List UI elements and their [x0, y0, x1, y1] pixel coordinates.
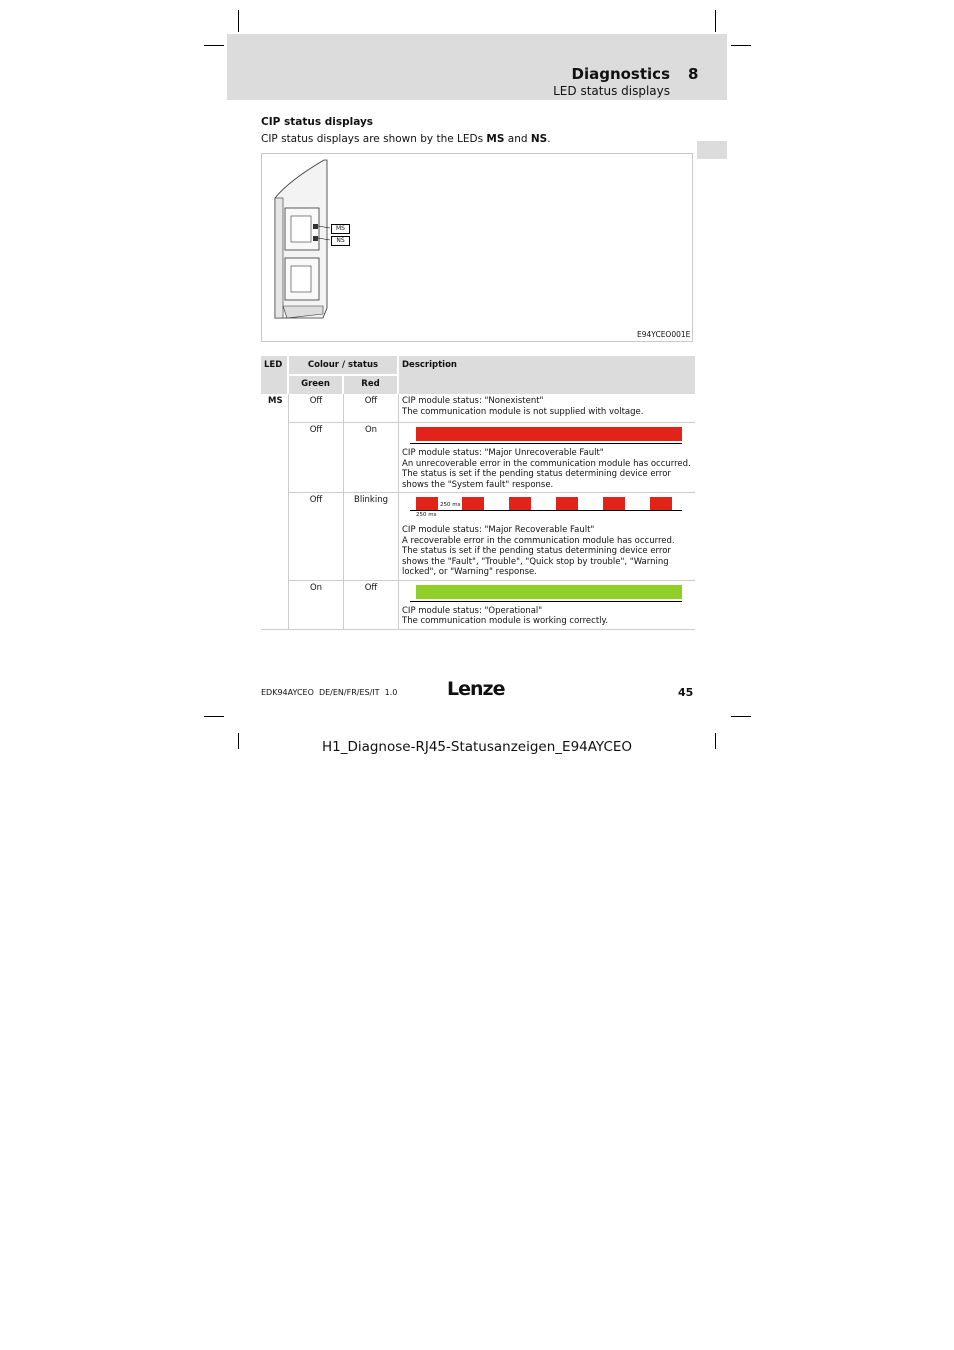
chapter-subtitle: LED status displays	[553, 84, 670, 98]
bottom-caption: H1_Diagnose-RJ45-Statusanzeigen_E94AYCEO	[321, 739, 633, 755]
green-solid-indicator	[410, 584, 682, 602]
crop-mark	[731, 45, 751, 46]
blink-pulse	[416, 497, 438, 510]
device-figure	[261, 153, 693, 342]
figure-label-ms: MS	[331, 224, 350, 234]
row1-red: Off	[344, 394, 399, 423]
crop-mark	[204, 716, 224, 717]
row2-status: CIP module status: "Major Unrecoverable Fault"	[402, 448, 604, 458]
chapter-number: 8	[688, 65, 699, 83]
row4-status: CIP module status: "Operational"	[402, 605, 543, 616]
row3-status: CIP module status: "Major Recoverable Fault"	[402, 525, 595, 535]
chapter-title: Diagnostics	[571, 65, 670, 83]
header-led: LED	[261, 356, 289, 394]
intro-ns: NS	[530, 133, 548, 145]
row4-text: The communication module is working correctly.	[402, 616, 609, 626]
row4-description	[399, 581, 695, 630]
blink-pulse	[603, 497, 625, 510]
crop-mark	[204, 45, 224, 46]
red-blink-indicator	[410, 496, 682, 519]
header-colour-status: Colour / status	[289, 356, 399, 376]
led-status-table	[261, 356, 695, 630]
row1-green: Off	[289, 394, 344, 423]
row3-red: Blinking	[344, 493, 399, 581]
row3-green: Off	[289, 493, 344, 581]
crop-mark	[715, 10, 716, 32]
figure-code: E94YCEO001E	[637, 330, 691, 339]
chapter-side-tab	[697, 141, 727, 159]
header-green: Green	[289, 376, 344, 394]
footer-doc-id: EDK94AYCEO DE/EN/FR/ES/IT 1.0	[261, 688, 398, 697]
blink-off-label: 250 ms	[416, 512, 437, 518]
section-heading: CIP status displays	[261, 116, 374, 128]
row3-text: A recoverable error in the communication module has occurred. The status is set if the pending status determining device error shows the "Fault", "Trouble", "Quick stop by trouble", "Warning locked", or "Warning" response.	[402, 535, 675, 577]
blink-on-label: 250 ms	[440, 502, 461, 508]
header-description: Description	[399, 356, 695, 394]
row2-text: An unrecoverable error in the communication module has occurred. The status is set if the pending status determining device error shows the "System fault" response.	[402, 458, 691, 490]
blink-baseline	[410, 510, 682, 511]
red-solid-indicator	[410, 426, 682, 444]
row2-description	[399, 423, 695, 493]
blink-pulse	[509, 497, 531, 510]
led-name-cell: MS	[261, 394, 289, 630]
row1-status: CIP module status: "Nonexistent"	[402, 396, 544, 406]
page-number: 45	[678, 686, 694, 699]
row4-green: On	[289, 581, 344, 630]
red-solid-bar	[416, 427, 682, 441]
row2-green: Off	[289, 423, 344, 493]
blink-pulse	[556, 497, 578, 510]
crop-mark	[731, 716, 751, 717]
figure-label-ns: NS	[331, 236, 350, 246]
row2-red: On	[344, 423, 399, 493]
row3-description	[399, 493, 695, 581]
header-red: Red	[344, 376, 399, 394]
intro-ms: MS	[486, 133, 505, 145]
green-solid-bar	[416, 585, 682, 599]
blink-pulse	[650, 497, 672, 510]
blink-pulse	[462, 497, 484, 510]
crop-mark	[238, 10, 239, 32]
intro-text: CIP status displays are shown by the LEDs MS and NS.	[261, 133, 551, 145]
row4-red: Off	[344, 581, 399, 630]
row1-text: The communication module is not supplied with voltage.	[402, 406, 644, 417]
lenze-logo: Lenze	[447, 678, 505, 700]
row1-description	[399, 394, 695, 423]
